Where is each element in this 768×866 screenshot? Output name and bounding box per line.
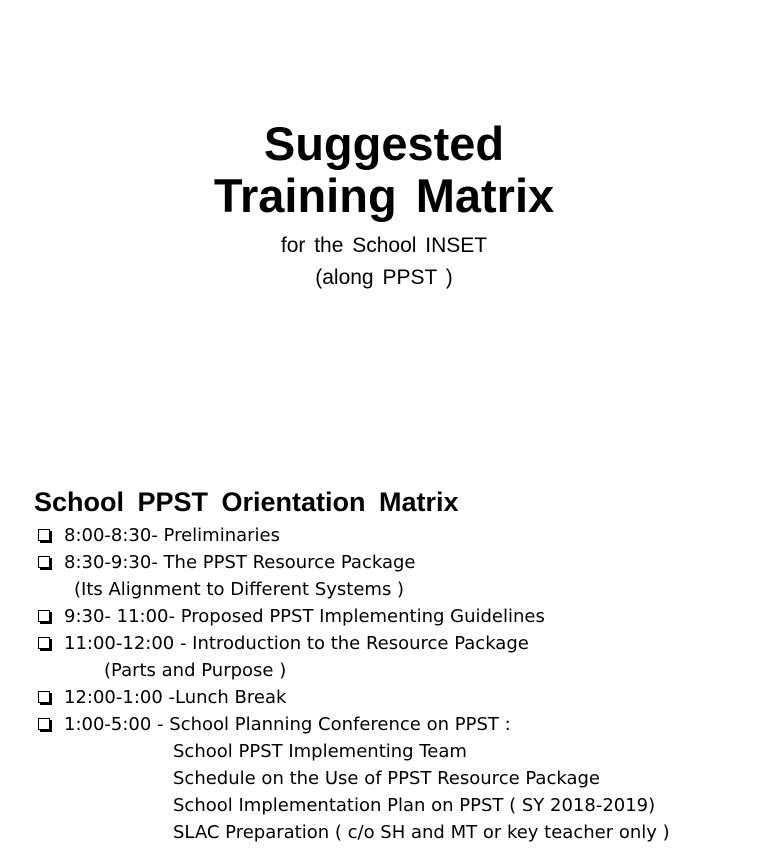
schedule-item-text: School Implementation Plan on PPST ( SY 2018-2019) xyxy=(173,795,656,816)
schedule-item-text: SLAC Preparation ( c/o SH and MT or key teacher only ) xyxy=(173,822,670,843)
schedule-subitem xyxy=(34,765,754,792)
schedule-item-continuation xyxy=(34,576,754,603)
schedule-item-guidelines xyxy=(34,603,754,630)
page-title-line-1: Suggested xyxy=(263,117,505,170)
schedule-item-introduction xyxy=(34,630,754,657)
schedule-item-text: 9:30- 11:00- Proposed PPST Implementing Guidelines xyxy=(64,606,545,627)
schedule-item-text: School PPST Implementing Team xyxy=(173,741,467,762)
schedule-subitem xyxy=(34,819,754,846)
schedule-item-text: Schedule on the Use of PPST Resource Package xyxy=(173,768,600,789)
schedule-item-resource-package xyxy=(34,549,754,576)
checkbox-bullet-icon xyxy=(38,718,50,730)
schedule-item-text: 11:00-12:00 - Introduction to the Resource Package xyxy=(64,633,529,654)
schedule-item-planning-conference xyxy=(34,711,754,738)
schedule-item-text: (Parts and Purpose ) xyxy=(104,660,287,681)
schedule-subitem xyxy=(34,738,754,765)
checkbox-bullet-icon xyxy=(38,556,50,568)
schedule-item-continuation xyxy=(34,657,754,684)
checkbox-bullet-icon xyxy=(38,691,50,703)
subtitle-line-2: (along PPST ) xyxy=(315,266,453,289)
schedule-item-lunch xyxy=(34,684,754,711)
checkbox-bullet-icon xyxy=(38,637,50,649)
subtitle-line-1: for the School INSET xyxy=(280,234,488,257)
page-title-line-2: Training Matrix xyxy=(213,169,555,222)
schedule-subitem xyxy=(34,792,754,819)
schedule-item-text: 8:00-8:30- Preliminaries xyxy=(64,525,280,546)
schedule-item-text: 12:00-1:00 -Lunch Break xyxy=(64,687,287,708)
checkbox-bullet-icon xyxy=(38,610,50,622)
title-block xyxy=(0,118,768,294)
schedule-item-text: 8:30-9:30- The PPST Resource Package xyxy=(64,552,416,573)
schedule-item-preliminaries xyxy=(34,522,754,549)
schedule-item-text: 1:00-5:00 - School Planning Conference on PPST : xyxy=(64,714,511,735)
checkbox-bullet-icon xyxy=(38,529,50,541)
matrix-heading: School PPST Orientation Matrix xyxy=(34,487,459,517)
schedule-item-text: (Its Alignment to Different Systems ) xyxy=(74,579,405,600)
orientation-matrix xyxy=(34,484,754,846)
